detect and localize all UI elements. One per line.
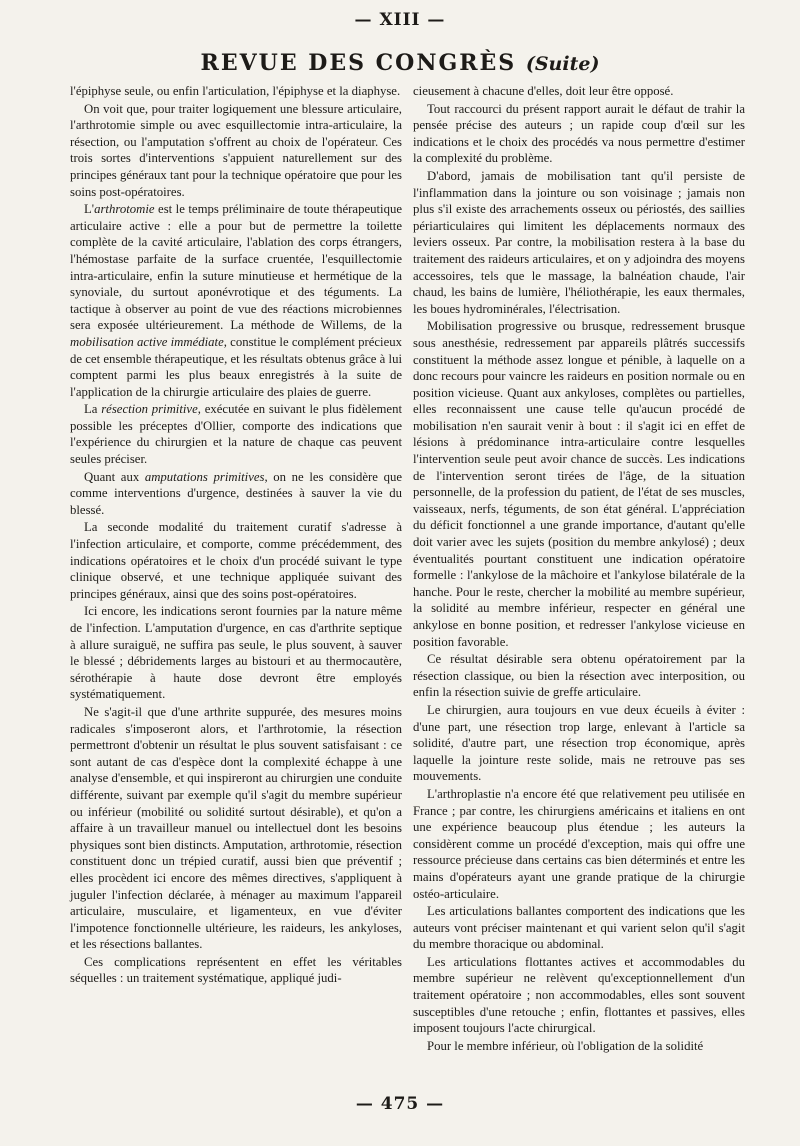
paragraph <box>70 401 402 467</box>
text-run: L' <box>84 202 95 217</box>
paragraph <box>70 469 402 519</box>
paragraph: Pour le membre inférieur, où l'obligation de la solidité <box>427 1038 704 1053</box>
section-title <box>0 50 800 76</box>
left-column <box>70 83 402 987</box>
paragraph: Ces complications représentent en effet les véritables séquelles : un traitement systématique, appliqué judi- <box>70 954 402 986</box>
paragraph: Mobilisation progressive ou brusque, redressement brusque sous anesthésie, redressement par appareils plâtrés successifs constituent la méthode assez longue et pénible, à laquelle on a donc recours pour vaincre les raideurs en position normale ou en position vicieuse. Quant aux ankyloses, complètes ou partielles, elles reconnaissent une cause telle qu'aucun procédé de mobilisation n'en saurait venir à bout : il s'agit ici en effet de lésions à prédominance intra-articulaire contre lesquelles l'intervention seule peut avoir chance de succès. Les indications de l'intervention seront tirées de l'âge, de la situation personnelle, de la profession du patient, de l'état de ses muscles, vaisseaux, nerfs, téguments, de son état général. L'appréciation du déficit fonctionnel a une grande importance, d'autant qu'elle doit varier avec les sujets (position du membre ankylosé) ; deux éventualités pourtant constituent une indication opératoire formelle : l'ankylose de la mâchoire et l'ankylose bilatérale de la hanche. Pour le reste, chercher la mobilité au membre supérieur, la solidité au membre inférieur, respecter en général une ankylose en bonne position, et redresser l'ankylose vicieuse en position favorable. <box>413 319 745 649</box>
paragraph: Les articulations ballantes comportent des indications que les auteurs vont préciser maintenant et qui varient selon qu'il s'agit du membre thoracique ou abdominal. <box>413 904 745 952</box>
paragraph: Ce résultat désirable sera obtenu opératoirement par la résection classique, ou bien la résection avec interposition, ou enfin la résection suivie de greffe articulaire. <box>413 652 745 700</box>
paragraph: Les articulations flottantes actives et accommodables du membre supérieur ne relèvent qu'exceptionnellement d'un traitement opératoire ; non accommodables, elles sont souvent susceptibles d'une retouche ; enfin, flottantes et passives, elles imposent toujours l'acte chirurgical. <box>413 954 745 1036</box>
italic-term: amputations primitives <box>144 469 265 484</box>
paragraph: D'abord, jamais de mobilisation tant qu'il persiste de l'inflammation dans la jointure ou son voisinage ; jamais non plus s'il existe des arrachements osseux ou périostés, des saillies périarticulaires qui limitent les déplacements normaux des leviers osseux. Par contre, la mobilisation restera à la base du traitement des raideurs articulaires, et on y adjoindra des moyens accessoires, tels que le massage, la balnéation chaude, l'air chaud, les bains de lumière, l'héliothérapie, les eaux thermales, les boues hydrominérales, l'électrisation. <box>413 168 745 316</box>
text-run: , on ne les considère que comme interventions d'urgence, destinées à sauver la vie du blessé. <box>70 469 402 517</box>
text-run: La <box>84 402 102 417</box>
paragraph: La seconde modalité du traitement curatif s'adresse à l'infection articulaire, et comporte, comme précédemment, des indications opératoires et le choix d'un procédé suivant le type clinique observé, et une technique appliquée suivant des principes généraux, ainsi que des soins post-opératoires. <box>70 520 402 601</box>
paragraph: cieusement à chacune d'elles, doit leur être opposé. <box>413 84 674 98</box>
page-folio: — XIII — <box>354 10 446 30</box>
italic-term: résection primitive <box>101 402 198 417</box>
paragraph: Le chirurgien, aura toujours en vue deux écueils à éviter : d'une part, une résection trop large, enlevant à l'article sa solidité, d'autre part, une résection trop économique, après laquelle la jointure reste solide, mais ne retrouve pas ses mouvements. <box>413 702 745 784</box>
text-run: Quant aux <box>84 469 145 484</box>
text-run: , constitue le complément précieux de cet ensemble thérapeutique, et les résultats obtenus grâce à lui comptent parmi les plus beaux enregistrés à la suite de l'application de la chirurgie articulaire des plaies de guerre. <box>70 334 402 399</box>
paragraph: l'épiphyse seule, ou enfin l'articulation, l'épiphyse et la diaphyse. <box>70 84 401 98</box>
paragraph: Tout raccourci du présent rapport aurait le défaut de trahir la pensée précise des auteurs ; un rapide coup d'œil sur les indications et le choix des procédés va nous permettre d'estimer la complexité du problème. <box>413 101 745 166</box>
paragraph: Ici encore, les indications seront fournies par la nature même de l'infection. L'amputation d'urgence, en cas d'arthrite septique à allure suraiguë, ne suffira pas seule, le plus souvent, à sauver le blessé ; débridements larges au bistouri et au thermocautère, sérothérapie à haute dose devront être employés systématiquement. <box>70 604 402 702</box>
paragraph: L'arthroplastie n'a encore été que relativement peu utilisée en France ; par contre, les chirurgiens américains et italiens en ont une expérience beaucoup plus étendue ; les auteurs la considèrent comme un procédé d'exception, mais qui offre une ressource précieuse dans certains cas bien déterminés et entre les mains d'opérateurs ayant une grande pratique de la chirurgie ostéo-articulaire. <box>413 786 745 901</box>
section-title-suite: (Suite) <box>525 53 600 75</box>
italic-term: arthrotomie <box>94 202 155 217</box>
paragraph: Ne s'agit-il que d'une arthrite suppurée, des mesures moins radicales s'imposeront alors, et l'arthrotomie, la résection permettront d'obtenir un résultat le plus souvent satisfaisant : ce sont autant de cas d'espèce dont la complexité échappe à une analyse d'ensemble, et qui inspireront au chirurgien une conduite différente, suivant par exemple qu'il s'agit du membre supérieur ou inférieur (mobilité ou solidité surtout désirable), et qu'on a affaire à un travailleur manuel ou intellectuel dont les besoins physiques sont bien distincts. Amputation, arthrotomie, résection constituent donc un trépied curatif, aussi bien que préventif ; elles procèdent ici encore des mêmes directives, s'appliquent à juguler l'infection déclarée, à ménager au maximum l'appareil articulaire, musculaire, et ligamenteux, en vue d'éviter l'impotence fonctionnelle ultérieure, les raideurs, les ankyloses, et les résections ballantes. <box>70 704 402 952</box>
text-run: est le temps préliminaire de toute thérapeutique articulaire active : elle a pour but de permettre la toilette complète de la cavité articulaire, l'ablation des corps étrangers, l'hémostase parfaite de la surface cruentée, l'esquillectomie intra-articulaire, enfin la suture minutieuse et hermétique de la synoviale, du surtout aponévrotique et des téguments. La tactique à observer au point de vue des réactions microbiennes sera exposée ultérieurement. La méthode de Willems, de la <box>70 202 402 333</box>
right-column <box>413 83 745 1054</box>
italic-term: mobilisation active immédiate <box>70 334 224 349</box>
paragraph: On voit que, pour traiter logiquement une blessure articulaire, l'arthrotomie simple ou avec esquillectomie intra-articulaire, la résection, ou l'amputation s'offrent au choix de l'opérateur. Ces trois sortes d'interventions s'appuient naturellement sur des principes généraux tant pour la technique opératoire que pour les soins post-opératoires. <box>70 101 402 199</box>
section-title-text: REVUE DES CONGRÈS <box>200 50 517 76</box>
text-run: , exécutée en suivant le plus fidèlement possible les préceptes d'Ollier, comporte des indications que l'expérience du chirurgien et la nature de chaque cas peuvent seules préciser. <box>70 402 402 467</box>
page-number: — 475 — <box>355 1094 445 1114</box>
paragraph <box>70 201 402 400</box>
